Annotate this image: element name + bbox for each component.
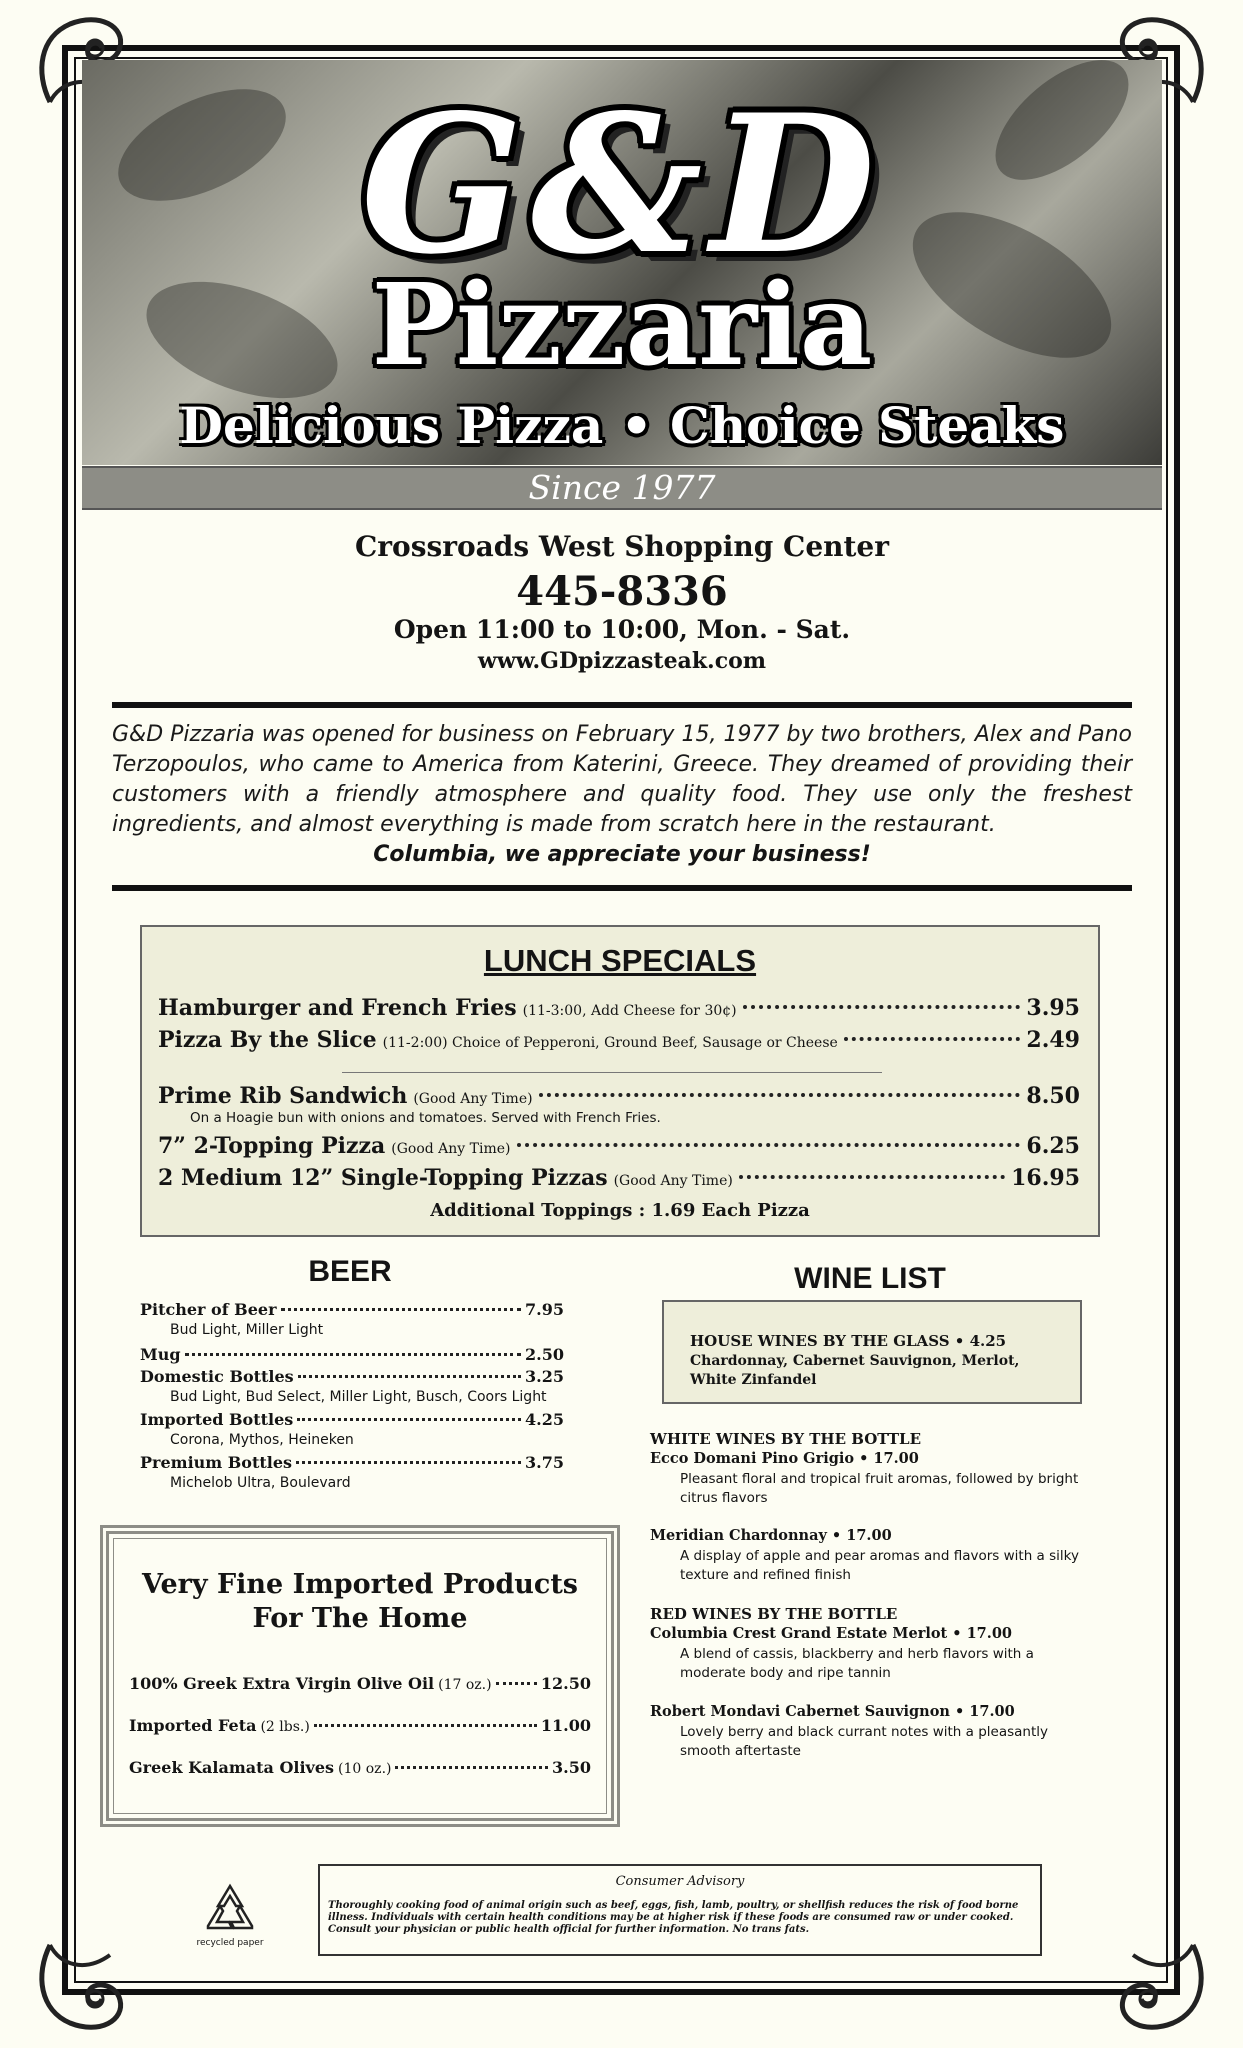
item-note: (10 oz.) [338, 1761, 392, 1777]
wine-name: Robert Mondavi Cabernet Sauvignon • 17.00 [650, 1703, 1015, 1720]
menu-item [140, 1345, 564, 1364]
wine-name: Columbia Crest Grand Estate Merlot • 17.00 [650, 1625, 1012, 1642]
item-name: Premium Bottles [140, 1453, 293, 1472]
divider [112, 885, 1132, 891]
leader-dots [743, 1005, 1021, 1009]
item-name: Prime Rib Sandwich [158, 1083, 408, 1109]
wine-description: A blend of cassis, blackberry and herb flavors with a moderate body and ripe tannin [680, 1646, 1034, 1681]
header-banner [82, 60, 1162, 465]
advisory-title: Consumer Advisory [615, 1874, 745, 1889]
imported-products-box [100, 1525, 620, 1827]
item-price: 16.95 [1011, 1165, 1080, 1191]
leader-dots [296, 1461, 521, 1464]
item-note: (17 oz.) [438, 1677, 492, 1693]
menu-item [129, 1758, 591, 1777]
wine-name: Ecco Domani Pino Grigio • 17.00 [650, 1450, 919, 1467]
menu-item [158, 995, 1080, 1021]
item-price: 8.50 [1026, 1083, 1080, 1109]
restaurant-name: Pizzaria [371, 260, 873, 391]
item-price: 2.50 [525, 1345, 564, 1364]
menu-item [129, 1716, 591, 1735]
house-wines-heading: HOUSE WINES BY THE GLASS • 4.25 [690, 1332, 1007, 1350]
hours: Open 11:00 to 10:00, Mon. - Sat. [393, 615, 851, 644]
divider [112, 702, 1132, 708]
beer-title: BEER [308, 1255, 392, 1288]
imported-title [109, 1568, 611, 1636]
recycled-paper-mark [190, 1882, 270, 1948]
item-name: Greek Kalamata Olives [129, 1758, 335, 1777]
item-note: (Good Any Time) [613, 1173, 733, 1189]
scroll-ornament-icon [30, 1935, 130, 2035]
white-wines-heading: WHITE WINES BY THE BOTTLE [650, 1430, 922, 1448]
advisory-text: Thoroughly cooking food of animal origin such as beef, eggs, fish, lamb, poultry, or shellfish reduces the risk of food borne illness. Individuals with certain health conditions may be at higher risk if these foods are consumed raw or under cooked. Consult your physician or public health official for further information. No trans fats. [328, 1900, 1019, 1935]
location: Crossroads West Shopping Center [354, 530, 889, 563]
item-note: (11-3:00, Add Cheese for 30¢) [522, 1003, 737, 1019]
item-description: Corona, Mythos, Heineken [170, 1432, 354, 1448]
item-note: (Good Any Time) [391, 1141, 511, 1157]
item-note: (2 lbs.) [260, 1719, 310, 1735]
wine-description: A display of apple and pear aromas and flavors with a silky texture and refined finish [680, 1548, 1079, 1583]
additional-toppings: Additional Toppings : 1.69 Each Pizza [430, 1200, 810, 1221]
item-name: 2 Medium 12” Single-Topping Pizzas [158, 1165, 608, 1191]
leader-dots [281, 1308, 522, 1311]
wine-description: Pleasant floral and tropical fruit aromas, followed by bright citrus flavors [680, 1471, 1079, 1506]
item-note: (Good Any Time) [413, 1091, 533, 1107]
item-name: Imported Bottles [140, 1410, 294, 1429]
leader-dots [298, 1375, 521, 1378]
item-name: Domestic Bottles [140, 1367, 294, 1386]
item-price: 3.50 [552, 1758, 591, 1777]
story-text: G&D Pizzaria was opened for business on February 15, 1977 by two brothers, Alex and Pano Terzopoulos, who came to America from Katerini, Greece. They dreamed of providing their customers with a friendly atmosphere and quality food. They use only the freshest ingredients, and almost everything is made from scratch here in the restaurant. [112, 722, 1132, 837]
item-price: 4.25 [525, 1410, 564, 1429]
house-wines-list: Chardonnay, Cabernet Sauvignon, Merlot, White Zinfandel [690, 1353, 1020, 1388]
scroll-ornament-icon [1113, 1935, 1213, 2035]
menu-item [140, 1410, 564, 1429]
item-description: Bud Light, Miller Light [170, 1322, 324, 1338]
leader-dots [314, 1724, 537, 1727]
recycled-paper-label: recycled paper [196, 1938, 264, 1948]
leader-dots [739, 1175, 1005, 1179]
wine-title: WINE LIST [794, 1262, 946, 1295]
item-price: 3.75 [525, 1453, 564, 1472]
item-name: Imported Feta [129, 1716, 257, 1735]
menu-item [158, 1083, 1080, 1109]
leader-dots [395, 1766, 548, 1769]
item-price: 12.50 [540, 1674, 591, 1693]
menu-item [158, 1165, 1080, 1191]
website-link[interactable]: www.GDpizzasteak.com [477, 648, 767, 674]
leader-dots [297, 1418, 521, 1421]
consumer-advisory-box [318, 1864, 1042, 1956]
item-description: Bud Light, Bud Select, Miller Light, Busch, Coors Light [170, 1389, 547, 1405]
menu-item [140, 1300, 564, 1319]
item-price: 11.00 [540, 1716, 591, 1735]
item-description: Michelob Ultra, Boulevard [170, 1475, 351, 1491]
tagline: Delicious Pizza • Choice Steaks [179, 396, 1065, 455]
since-band [82, 466, 1162, 510]
item-price: 3.25 [525, 1367, 564, 1386]
red-wines-heading: RED WINES BY THE BOTTLE [650, 1605, 898, 1623]
leader-dots [539, 1093, 1021, 1097]
divider [342, 1072, 882, 1073]
item-name: Pizza By the Slice [158, 1027, 377, 1053]
wine-name: Meridian Chardonnay • 17.00 [650, 1527, 892, 1544]
lunch-title: LUNCH SPECIALS [483, 943, 757, 978]
menu-item [140, 1367, 564, 1386]
leader-dots [185, 1353, 522, 1356]
menu-item [129, 1674, 591, 1693]
item-price: 7.95 [525, 1300, 564, 1319]
item-name: 100% Greek Extra Virgin Olive Oil [129, 1674, 435, 1693]
item-note: (11-2:00) Choice of Pepperoni, Ground Beef, Sausage or Cheese [382, 1035, 838, 1051]
item-name: 7” 2-Topping Pizza [158, 1133, 386, 1159]
recycle-icon [200, 1882, 260, 1934]
item-name: Pitcher of Beer [140, 1300, 277, 1319]
leader-dots [517, 1143, 1021, 1147]
imported-title-line: For The Home [252, 1603, 468, 1634]
menu-item [158, 1027, 1080, 1053]
menu-item [158, 1133, 1080, 1159]
leader-dots [844, 1037, 1021, 1041]
item-price: 6.25 [1026, 1133, 1080, 1159]
phone: 445-8336 [516, 568, 728, 615]
lunch-specials-box [140, 925, 1100, 1237]
menu-item [140, 1453, 564, 1472]
item-description: On a Hoagie bun with onions and tomatoes. Served with French Fries. [190, 1110, 661, 1126]
story-closing: Columbia, we appreciate your business! [373, 842, 871, 867]
item-name: Mug [140, 1345, 181, 1364]
item-price: 3.95 [1026, 995, 1080, 1021]
item-name: Hamburger and French Fries [158, 995, 517, 1021]
wine-description: Lovely berry and black currant notes with a pleasantly smooth aftertaste [680, 1724, 1048, 1759]
house-wines-box [662, 1300, 1082, 1404]
item-price: 2.49 [1026, 1027, 1080, 1053]
logo: G&D [360, 73, 884, 296]
since-label: Since 1977 [528, 468, 716, 507]
imported-title-line: Very Fine Imported Products [142, 1569, 578, 1600]
leader-dots [496, 1682, 537, 1685]
